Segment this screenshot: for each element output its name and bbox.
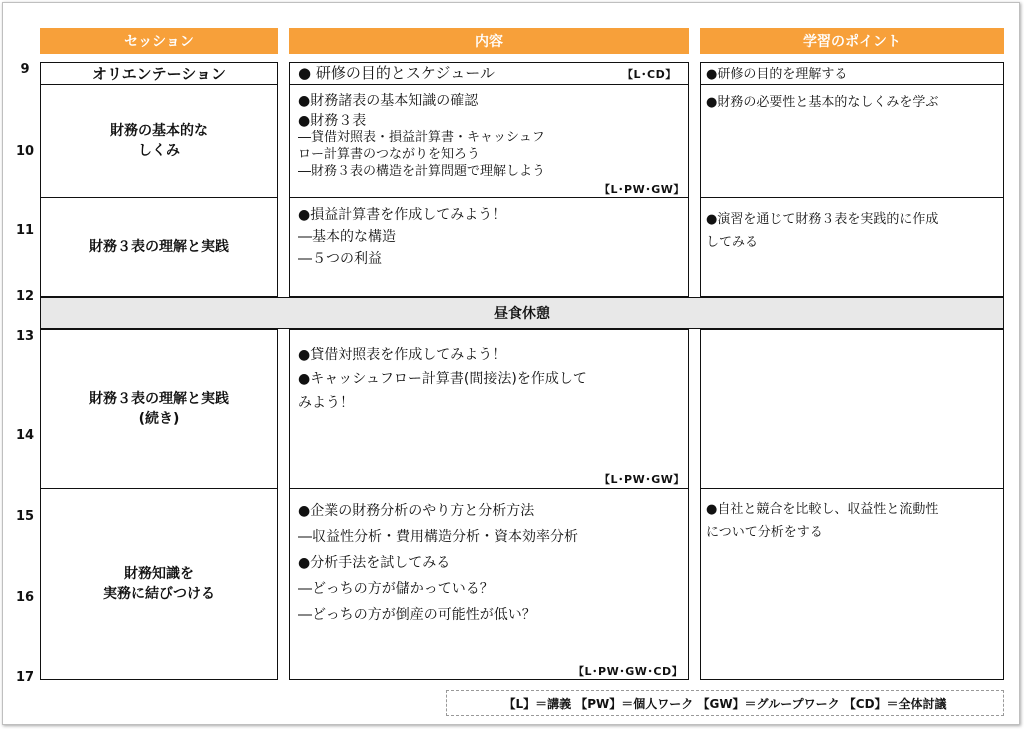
time-9: 9 (20, 62, 30, 77)
header-session: セッション (40, 28, 278, 54)
content-5-text: ●企業の財務分析のやり方と分析方法 ―収益性分析・費用構造分析・資本効率分析 ●分析手法を試してみる ―どっちの方が儲かっている？ ―どっちの方が倒産の可能性が低い？ (298, 503, 578, 623)
session-basics: 財務の基本的な しくみ (110, 123, 208, 159)
content-5-tag: 【L･PW･GW･CD】 (573, 665, 684, 678)
point-1-text: ●研修の目的を理解する (706, 67, 848, 82)
time-14: 14 (15, 428, 35, 443)
session-three-statements-cont: 財務３表の理解と実践 (続き) (89, 391, 229, 427)
session-three-statements: 財務３表の理解と実践 (89, 239, 229, 255)
time-12: 12 (15, 289, 35, 304)
session-practice: 財務知識を 実務に結びつける (103, 566, 215, 602)
time-15: 15 (15, 509, 35, 524)
time-16: 16 (15, 590, 35, 605)
legend: 【L】＝講義 【PW】＝個人ワーク 【GW】＝グループワーク 【CD】＝全体討議 (446, 690, 1004, 716)
header-points: 学習のポイント (700, 28, 1004, 54)
time-11: 11 (15, 223, 35, 238)
lunch-break-row: 昼食休憩 (40, 297, 1004, 329)
content-4-text: ●貸借対照表を作成してみよう！ ●キャッシュフロー計算書(間接法)を作成して みよう！ (298, 347, 587, 411)
point-2-text: ●財務の必要性と基本的なしくみを学ぶ (706, 95, 939, 110)
point-3-text: ●演習を通じて財務３表を実践的に作成 してみる (706, 212, 939, 250)
content-1-tag: 【L･CD】 (622, 68, 677, 81)
content-2-tag: 【L･PW･GW】 (599, 183, 685, 196)
content-1-text: ● 研修の目的とスケジュール (298, 64, 495, 82)
header-content: 内容 (289, 28, 689, 54)
content-2-text: ●財務諸表の基本知識の確認 ●財務３表 (298, 93, 479, 129)
time-10: 10 (15, 144, 35, 159)
session-orientation: オリエンテーション (91, 64, 227, 83)
content-3-text: ●損益計算書を作成してみよう！ ―基本的な構造 ―５つの利益 (298, 207, 507, 267)
time-13: 13 (15, 329, 35, 344)
points-box-4 (700, 329, 1004, 489)
content-4-tag: 【L･PW･GW】 (599, 473, 685, 486)
point-5-text: ●自社と競合を比較し、収益性と流動性 について分析をする (706, 502, 939, 540)
time-17: 17 (15, 670, 35, 685)
content-2-sub: ―貸借対照表・損益計算書・キャッシュフ ロー計算書のつながりを知ろう ―財務３表の構造を計算問題で理解しよう (298, 130, 546, 179)
